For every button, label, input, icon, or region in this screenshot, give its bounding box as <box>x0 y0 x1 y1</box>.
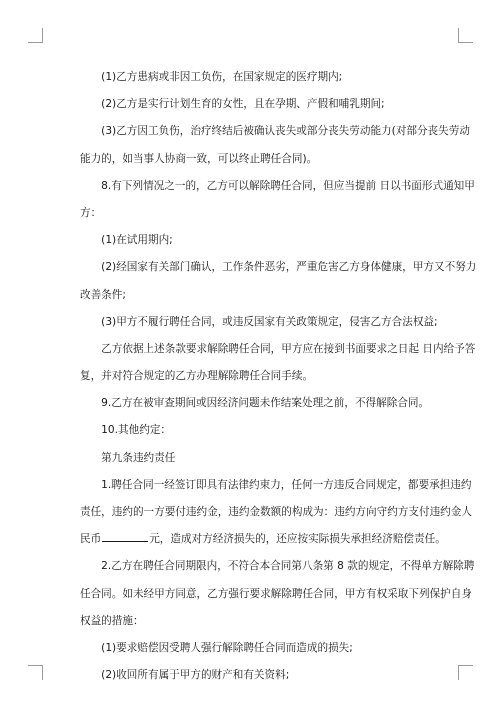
text-line: 第九条违约责任 <box>80 451 176 464</box>
text-line: 复，并对符合规定的乙方办理解除聘任合同手续。 <box>80 370 314 383</box>
text-line: 方： <box>80 206 102 219</box>
text-line: 2.乙方在聘任合同期限内，不符合本合同第八条第 8 款的规定，不得单方解除聘 <box>80 560 475 573</box>
text-line: (1)在试用期内; <box>80 234 173 247</box>
text-line: 1.聘任合同一经签订即具有法律约束力，任何一方违反合同规定，都要承担违约 <box>80 478 472 491</box>
currency-prefix: 民币 <box>80 533 102 546</box>
crop-mark-bottom-right <box>458 665 473 680</box>
text-line-rest: 元，造成对方经济损失的，还应按实际损失承担经济赔偿责任。 <box>149 533 446 546</box>
crop-mark-top-left <box>28 28 43 43</box>
text-line: 责任，违约的一方要付违约金，违约金数额的构成为：违约方向守约方支付违约金人 <box>80 506 472 518</box>
text-line: (2)乙方是实行计划生育的女性，且在孕期、产假和哺乳期间; <box>80 98 385 111</box>
text-line: (2)经国家有关部门确认，工作条件恶劣，严重危害乙方身体健康，甲方又不努力 <box>80 261 477 274</box>
text-line: 10.其他约定： <box>80 424 172 437</box>
text-line: (3)乙方因工负伤，治疗终结后被确认丧失或部分丧失劳动能力(对部分丧失劳动 <box>80 125 470 138</box>
text-line: 能力的，如当事人协商一致，可以终止聘任合同)。 <box>80 152 318 165</box>
text-line: 乙方依据上述条款要求解除聘任合同，甲方应在接到书面要求之日起 日内给予答 <box>80 342 476 355</box>
text-line: (1)要求赔偿因受聘人强行解除聘任合同而造成的损失; <box>80 641 353 654</box>
crop-mark-bottom-left <box>28 665 43 680</box>
text-line: 改善条件; <box>80 288 126 301</box>
text-line: 9.乙方在被审查期间或因经济问题未作结案处理之前，不得解除合同。 <box>80 397 430 410</box>
fill-in-blank <box>102 530 148 542</box>
text-line: (3)甲方不履行聘任合同，或违反国家有关政策规定，侵害乙方合法权益; <box>80 315 438 328</box>
text-line-with-blank <box>80 526 446 553</box>
text-line: (1)乙方患病或非因工负伤，在国家规定的医疗期内; <box>80 71 343 83</box>
text-line: 权益的措施： <box>80 614 144 627</box>
text-line: (2)收回所有属于甲方的财产和有关资料; <box>80 669 290 682</box>
text-line: 任合同。如未经甲方同意，乙方强行要求解除聘任合同，甲方有权采取下列保护自身 <box>80 587 472 600</box>
text-line: 8.有下列情况之一的，乙方可以解除聘任合同，但应当提前 日以书面形式通知甲 <box>80 179 475 192</box>
crop-mark-top-right <box>458 28 473 43</box>
document-body <box>80 64 477 689</box>
